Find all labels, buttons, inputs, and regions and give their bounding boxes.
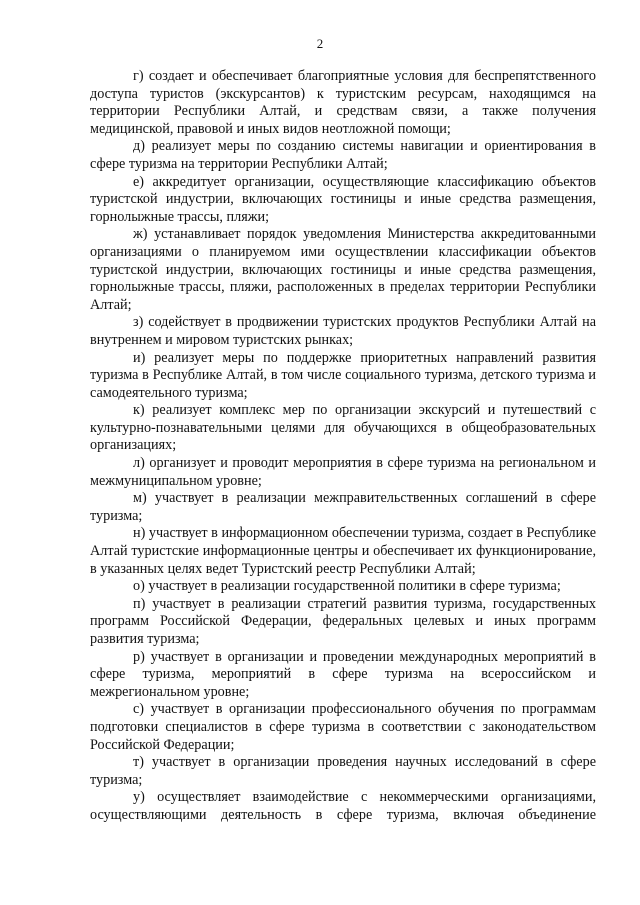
paragraph-z: з) содействует в продвижении туристских продуктов Республики Алтай на внутреннем и мировом туристских рынках; [90,314,596,348]
paragraph-s: с) участвует в организации профессионального обучения по программам подготовки специалистов в сфере туризма в соответствии с законодательством Российской Федерации; [90,701,596,753]
document-body [90,68,596,825]
paragraph-l: л) организует и проводит мероприятия в сфере туризма на региональном и межмуниципальном уровне; [90,455,596,489]
paragraph-e: е) аккредитует организации, осуществляющие классификацию объектов туристской индустрии, включающих гостиницы и иные средства размещения, горнолыжные трассы, пляжи; [90,173,596,225]
paragraph-r: р) участвует в организации и проведении международных мероприятий в сфере туризма, мероприятий в сфере туризма на всероссийском и межрегиональном уровне; [90,648,596,700]
paragraph-g: г) создает и обеспечивает благоприятные условия для беспрепятственного доступа туристов (экскурсантов) к туристским ресурсам, находящимся на территории Республики Алтай, и средствам связи, а также получения медицинской, правовой и иных видов неотложной помощи; [90,68,596,137]
paragraph-i: и) реализует меры по поддержке приоритетных направлений развития туризма в Республике Алтай, в том числе социального туризма, детского туризма и самодеятельного туризма; [90,349,596,401]
paragraph-p: п) участвует в реализации стратегий развития туризма, государственных программ Российской Федерации, федеральных целевых и иных программ развития туризма; [90,595,596,647]
paragraph-k: к) реализует комплекс мер по организации экскурсий и путешествий с культурно-познавательными целями для обучающихся в общеобразовательных организациях; [90,402,596,454]
paragraph-n: н) участвует в информационном обеспечении туризма, создает в Республике Алтай туристские информационные центры и обеспечивает их функционирование, в указанных целях ведет Туристский реестр Республики Алтай; [90,525,596,577]
paragraph-u: у) осуществляет взаимодействие с некоммерческими организациями, осуществляющими деятельность в сфере туризма, включая объединение [90,789,596,823]
paragraph-m: м) участвует в реализации межправительственных соглашений в сфере туризма; [90,490,596,524]
paragraph-t: т) участвует в организации проведения научных исследований в сфере туризма; [90,754,596,788]
paragraph-zh: ж) устанавливает порядок уведомления Министерства аккредитованными организациями о планируемом ими осуществлении классификации объектов туристской индустрии, включающих гостиницы и иные средства размещения, горнолыжные трассы, пляжи, расположенных в пределах территории Республики Алтай; [90,226,596,313]
page-number: 2 [316,36,324,51]
paragraph-o: о) участвует в реализации государственной политики в сфере туризма; [133,578,561,595]
paragraph-d: д) реализует меры по созданию системы навигации и ориентирования в сфере туризма на территории Республики Алтай; [90,138,596,172]
